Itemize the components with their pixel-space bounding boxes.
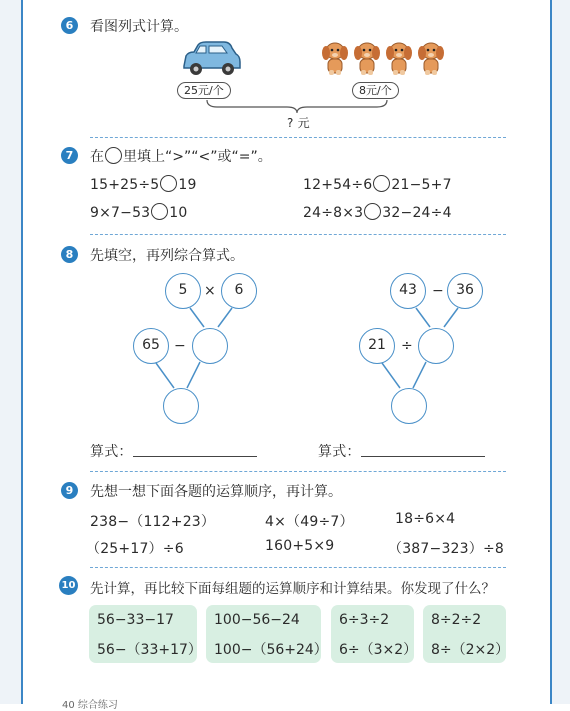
section-divider [90, 567, 506, 568]
question-number-8: 8 [61, 246, 78, 263]
compare-item-4: 24÷8×3 32−24÷4 [303, 205, 452, 221]
card-line-1: 100−56−24 [214, 612, 300, 628]
compare-group-card [206, 605, 328, 663]
tree-left-blank-1[interactable] [192, 328, 228, 364]
calc-item: （387−323）÷8 [388, 541, 505, 557]
question-6-title: 看图列式计算。 [90, 19, 188, 35]
calc-item: （25+17）÷6 [86, 541, 184, 557]
tree-left-blank-result[interactable] [163, 388, 199, 424]
tree-left-number-a: 5 [165, 273, 201, 309]
formula-answer-line-right[interactable] [361, 456, 485, 457]
question-number-6: 6 [61, 17, 78, 34]
tree-right-blank-1[interactable] [418, 328, 454, 364]
calc-item: 18÷6×4 [395, 511, 456, 527]
tree-right-number-b: 36 [447, 273, 483, 309]
card-line-2: 8÷（2×2） [431, 642, 510, 658]
question-9-title: 先想一想下面各题的运算顺序，再计算。 [90, 484, 342, 500]
calc-item: 238−（112+23） [90, 514, 216, 530]
question-number-9: 9 [61, 482, 78, 499]
card-line-1: 6÷3÷2 [339, 612, 390, 628]
calc-item: 4×（49÷7） [265, 514, 354, 530]
compare-group-card [331, 605, 418, 663]
compare-group-card [89, 605, 202, 663]
tree-right-number-c: 21 [359, 328, 395, 364]
tree-left-number-b: 6 [221, 273, 257, 309]
formula-label-left: 算式： [90, 444, 133, 460]
tree-right-operator-1: − [432, 283, 444, 299]
formula-label-right: 算式： [318, 444, 361, 460]
page-footer: 40 综合练习 [62, 700, 118, 711]
question-8-title: 先填空，再列综合算式。 [90, 248, 244, 264]
car-price-tag: 25元/个 [177, 82, 231, 99]
card-line-2: 6÷（3×2） [339, 642, 418, 658]
compare-item-3: 9×7−53 10 [90, 205, 188, 221]
tree-right-operator-2: ÷ [401, 338, 413, 354]
question-number-7: 7 [61, 147, 78, 164]
tree-right-number-a: 43 [390, 273, 426, 309]
tree-left-operator-1: × [204, 283, 216, 299]
compare-group-card [423, 605, 510, 663]
compare-item-1: 15+25÷5 19 [90, 177, 197, 193]
formula-answer-line-left[interactable] [133, 456, 257, 457]
card-line-2: 56−（33+17） [97, 642, 202, 658]
question-10-title: 先计算，再比较下面每组题的运算顺序和计算结果。你发现了什么？ [90, 581, 495, 597]
section-divider [90, 471, 506, 472]
total-unknown: ? 元 [287, 116, 310, 130]
tree-left-number-c: 65 [133, 328, 169, 364]
card-line-2: 100−（56+24） [214, 642, 328, 658]
dog-price-tag: 8元/个 [352, 82, 399, 99]
calc-item: 160+5×9 [265, 538, 335, 554]
card-line-1: 8÷2÷2 [431, 612, 482, 628]
compare-item-2: 12+54÷6 21−5+7 [303, 177, 452, 193]
tree-left-operator-2: − [174, 338, 186, 354]
tree-right-blank-result[interactable] [391, 388, 427, 424]
question-number-10: 10 [59, 576, 78, 595]
question-7-title: 在 里填上“>”“<”或“=”。 [90, 149, 272, 165]
card-line-1: 56−33−17 [97, 612, 174, 628]
